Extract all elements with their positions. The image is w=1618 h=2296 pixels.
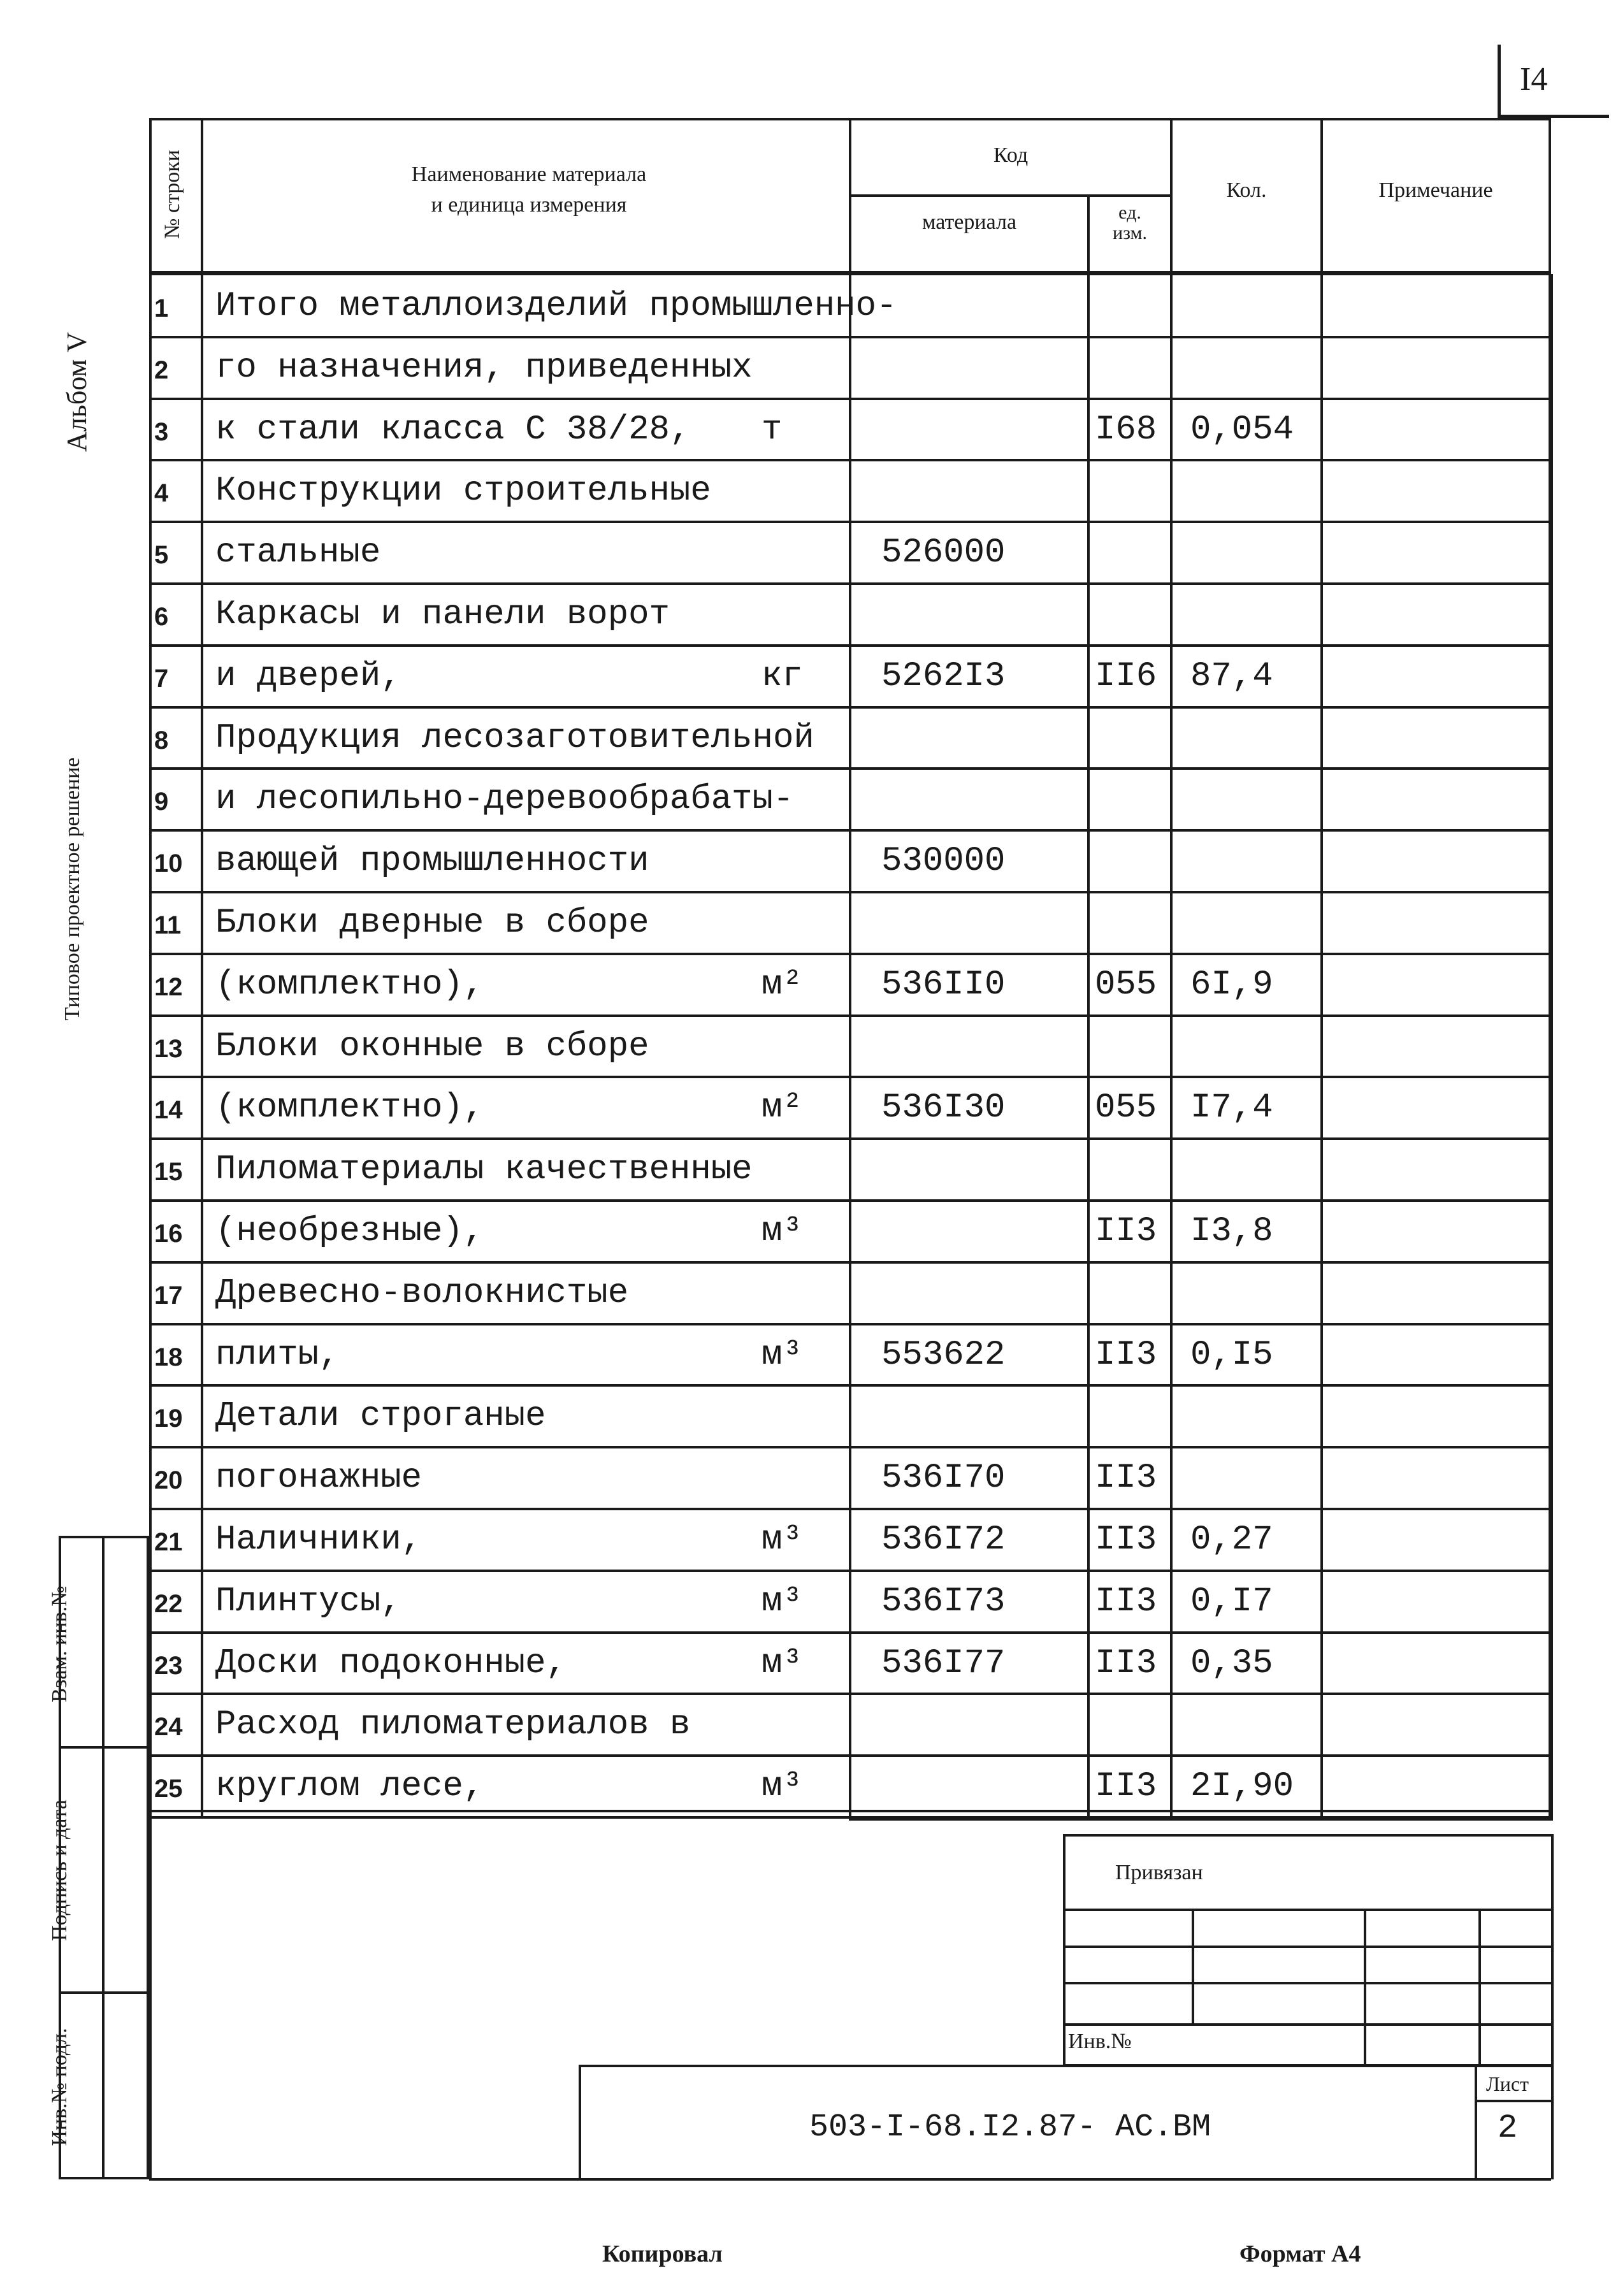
footer-format: Формат А4 — [1239, 2241, 1361, 2267]
row-unit-code: II3 — [1095, 1582, 1157, 1621]
row-number: 8 — [154, 726, 169, 755]
row-number: 12 — [154, 972, 183, 1001]
inv-no-label: Инв.№ — [1068, 2030, 1132, 2053]
row-number: 18 — [154, 1343, 183, 1371]
row-material-code: 526000 — [881, 533, 1006, 573]
table-bottom-line — [849, 1816, 1553, 1821]
row-unit-code: II3 — [1095, 1643, 1157, 1683]
column-v-qty — [1170, 274, 1173, 1816]
row-name: вающей промышленности — [215, 842, 649, 881]
row-number: 1 — [154, 294, 169, 322]
row-name: к стали класса С 38/28, — [215, 410, 691, 449]
row-name: Древесно-волокнистые — [215, 1273, 629, 1313]
row-number: 7 — [154, 664, 169, 693]
row-number: 14 — [154, 1096, 183, 1125]
footer-copied: Копировал — [602, 2241, 723, 2267]
row-material-code: 536II0 — [881, 965, 1006, 1004]
row-unit: м³ — [762, 1767, 803, 1807]
row-unit: м³ — [762, 1643, 803, 1683]
header-qty: Кол. — [1226, 178, 1267, 202]
row-unit-code: II3 — [1095, 1212, 1157, 1251]
row-unit: кг — [762, 656, 803, 696]
row-number: 3 — [154, 417, 169, 446]
inv-podl-label: Инв.№ подл. — [48, 2028, 71, 2146]
binding-divider-v — [102, 1536, 105, 2179]
row-material-code: 536I73 — [881, 1582, 1006, 1621]
row-name: Расход пиломатериалов в — [215, 1705, 691, 1745]
podpis-label: Подпись и дата — [48, 1800, 71, 1941]
row-quantity: 0,27 — [1190, 1520, 1273, 1559]
row-name: и лесопильно-деревообрабаты- — [215, 780, 794, 819]
row-name: (комплектно), — [215, 1088, 484, 1128]
row-number: 10 — [154, 849, 183, 878]
row-quantity: 0,I7 — [1190, 1582, 1273, 1621]
header-code-split — [849, 194, 1170, 197]
row-unit-code: II3 — [1095, 1520, 1157, 1559]
row-unit: м² — [762, 965, 803, 1004]
column-v-unit — [1087, 274, 1090, 1816]
corner-number-frame — [1498, 45, 1609, 118]
doc-code: 503-I-68.I2.87- АС.ВМ — [809, 2109, 1211, 2146]
row-quantity: 6I,9 — [1190, 965, 1273, 1004]
row-number: 23 — [154, 1651, 183, 1680]
row-name: Продукция лесозаготовительной — [215, 718, 814, 758]
privyazan-v-3 — [1478, 1909, 1481, 2067]
frame-left — [149, 118, 152, 2179]
row-name: Плинтусы, — [215, 1582, 401, 1621]
header-note: Примечание — [1378, 178, 1493, 202]
row-quantity: 2I,90 — [1190, 1767, 1294, 1807]
row-material-code: 536I77 — [881, 1643, 1006, 1683]
row-number: 19 — [154, 1404, 183, 1433]
row-unit-code: II3 — [1095, 1459, 1157, 1498]
row-number: 15 — [154, 1158, 183, 1187]
header-v-rowno — [201, 118, 203, 271]
binding-divider-1 — [59, 1746, 149, 1749]
row-unit-code: 055 — [1095, 965, 1157, 1004]
header-code-unit: ед. изм. — [1113, 202, 1147, 243]
privyazan-label: Привязан — [1115, 1861, 1203, 1884]
row-name: (комплектно), — [215, 965, 484, 1004]
stamp-top-line — [149, 1810, 1551, 1812]
binding-divider-2 — [59, 1991, 149, 1994]
row-number: 4 — [154, 479, 169, 508]
row-material-code: 536I72 — [881, 1520, 1006, 1559]
privyazan-v-2 — [1364, 1909, 1366, 2067]
row-unit-code: I68 — [1095, 410, 1157, 449]
header-v-right — [1549, 118, 1551, 271]
row-unit: м³ — [762, 1520, 803, 1559]
row-quantity: 0,35 — [1190, 1643, 1273, 1683]
row-quantity: 87,4 — [1190, 656, 1273, 696]
row-material-code: 536I30 — [881, 1088, 1006, 1128]
corner-number: I4 — [1520, 61, 1548, 97]
row-name: Доски подоконные, — [215, 1643, 567, 1683]
column-right-border — [1549, 274, 1553, 1816]
row-quantity: 0,I5 — [1190, 1335, 1273, 1375]
list-label: Лист — [1486, 2072, 1529, 2095]
row-number: 22 — [154, 1589, 183, 1618]
list-divider — [1475, 2065, 1477, 2179]
list-number: 2 — [1498, 2109, 1518, 2147]
row-name: плиты, — [215, 1335, 340, 1375]
column-v-note — [1320, 274, 1323, 1816]
header-name: Наименование материала и единица измерения — [411, 162, 647, 217]
row-unit: т — [762, 410, 783, 449]
row-name: Блоки дверные в сборе — [215, 904, 649, 942]
vzam-label: Взам. инв.№ — [48, 1585, 71, 1703]
header-row-no: № строки — [161, 149, 184, 240]
row-name: Итого металлоизделий промышленно- — [215, 287, 897, 326]
row-name: Каркасы и панели ворот — [215, 595, 670, 634]
row-material-code: 536I70 — [881, 1459, 1006, 1498]
row-number: 6 — [154, 603, 169, 631]
row-unit: м³ — [762, 1212, 803, 1251]
album-label: Альбом V — [61, 332, 92, 452]
header-code-material: материала — [921, 210, 1017, 234]
row-name: Блоки оконные в сборе — [215, 1027, 649, 1066]
row-unit-code: II6 — [1095, 656, 1157, 696]
row-unit: м² — [762, 1088, 803, 1128]
row-material-code: 553622 — [881, 1335, 1006, 1375]
row-unit-code: II3 — [1095, 1335, 1157, 1375]
column-v-rowno — [201, 274, 203, 1816]
project-label: Типовое проектное решение — [61, 757, 84, 1021]
row-number: 9 — [154, 788, 169, 816]
row-name: го назначения, приведенных — [215, 348, 753, 387]
row-unit: м³ — [762, 1335, 803, 1375]
row-name: круглом лесе, — [215, 1767, 484, 1807]
row-name: Конструкции строительные — [215, 472, 711, 511]
row-number: 20 — [154, 1466, 183, 1495]
row-name: стальные — [215, 533, 381, 573]
row-material-code: 530000 — [881, 842, 1006, 881]
row-name: Пиломатериалы качественные — [215, 1150, 753, 1190]
row-name: погонажные — [215, 1459, 423, 1498]
row-number: 17 — [154, 1281, 183, 1310]
row-number: 25 — [154, 1775, 183, 1803]
row-number: 11 — [154, 911, 182, 939]
row-quantity: 0,054 — [1190, 410, 1294, 449]
row-number: 13 — [154, 1034, 183, 1063]
header-code: Код — [993, 143, 1029, 167]
row-number: 5 — [154, 541, 169, 570]
row-unit: м³ — [762, 1582, 803, 1621]
row-quantity: I3,8 — [1190, 1212, 1273, 1251]
row-number: 2 — [154, 356, 169, 384]
row-name: Наличники, — [215, 1520, 423, 1559]
row-number: 24 — [154, 1713, 183, 1742]
row-unit-code: 055 — [1095, 1088, 1157, 1128]
list-label-line — [1475, 2100, 1554, 2102]
row-name: (необрезные), — [215, 1212, 484, 1251]
row-number: 16 — [154, 1220, 183, 1248]
row-name: Детали строганые — [215, 1397, 546, 1436]
column-v-name — [849, 274, 851, 1816]
row-material-code: 5262I3 — [881, 656, 1006, 696]
row-number: 21 — [154, 1528, 183, 1556]
row-quantity: I7,4 — [1190, 1088, 1273, 1128]
row-name: и дверей, — [215, 656, 401, 696]
privyazan-v-1 — [1192, 1909, 1194, 2023]
row-unit-code: II3 — [1095, 1767, 1157, 1807]
